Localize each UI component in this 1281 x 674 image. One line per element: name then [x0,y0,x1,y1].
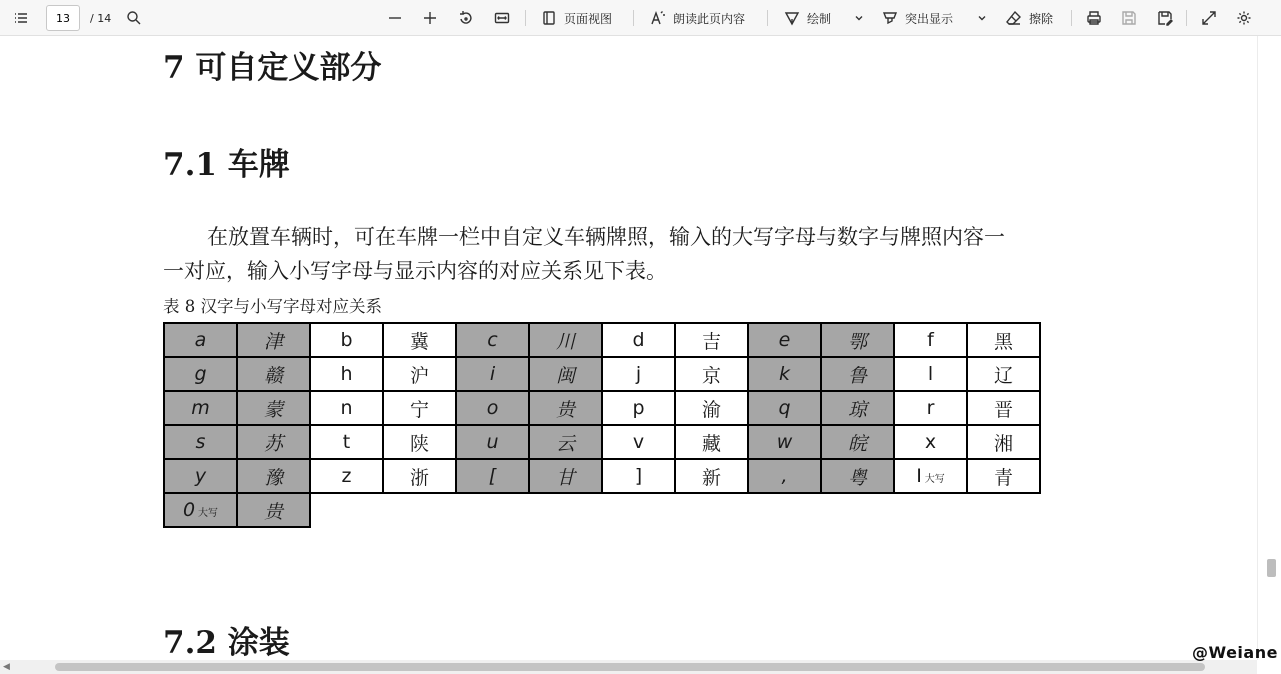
empty-cell [675,493,748,527]
read-aloud-icon [649,9,667,27]
table-cell: 云 [529,425,602,459]
table-of-contents-button[interactable] [12,0,30,36]
table-cell: n [310,391,383,425]
table-cell: , [748,459,821,493]
empty-cell [967,493,1040,527]
paragraph-line: 在放置车辆时，可在车牌一栏中自定义车辆牌照，输入的大写字母与数字与牌照内容一 [207,225,1005,249]
highlight-options-dropdown[interactable] [973,0,991,36]
letter-mapping-table [163,322,1041,528]
table-cell: y [164,459,237,493]
read-aloud-label: 朗读此页内容 [673,11,746,26]
vertical-scroll-thumb[interactable] [1267,559,1276,577]
table-cell: u [456,425,529,459]
table-cell: 贵 [237,493,310,527]
rotate-button[interactable] [457,0,475,36]
print-button[interactable] [1085,0,1103,36]
table-caption: 表 8 汉字与小写字母对应关系 [163,297,382,316]
table-cell: x [894,425,967,459]
table-cell: g [164,357,237,391]
table-cell: r [894,391,967,425]
table-cell: q [748,391,821,425]
table-cell: h [310,357,383,391]
table-row [164,493,1040,527]
find-button[interactable] [125,0,143,36]
toolbar-divider [1071,10,1072,26]
chevron-down-icon [850,9,868,27]
plus-icon [421,9,439,27]
table-cell: j [602,357,675,391]
highlight-label: 突出显示 [905,11,954,26]
eraser-icon [1005,9,1023,27]
table-row [164,357,1040,391]
cell-letter: I [916,465,922,487]
save-as-button[interactable] [1156,0,1174,36]
empty-cell [748,493,821,527]
table-cell: a [164,323,237,357]
table-cell: 湘 [967,425,1040,459]
table-cell: 粤 [821,459,894,493]
minus-icon [386,9,404,27]
table-cell: l [894,357,967,391]
table-cell: m [164,391,237,425]
draw-button[interactable] [783,0,831,36]
horizontal-scroll-thumb[interactable] [55,663,1205,671]
table-cell: 鄂 [821,323,894,357]
table-cell [894,459,967,493]
empty-cell [821,493,894,527]
table-cell: 沪 [383,357,456,391]
printer-icon [1085,9,1103,27]
page-view-button[interactable] [540,0,612,36]
pdf-page [0,36,1257,660]
subsection-heading-paint: 7.2 涂装 [163,625,290,660]
table-cell: 藏 [675,425,748,459]
empty-cell [602,493,675,527]
list-icon [12,9,30,27]
table-cell: k [748,357,821,391]
table-cell: p [602,391,675,425]
table-cell: 宁 [383,391,456,425]
table-cell: t [310,425,383,459]
rotate-icon [457,9,475,27]
table-cell: 新 [675,459,748,493]
fullscreen-button[interactable] [1200,0,1218,36]
table-cell: 琼 [821,391,894,425]
highlighter-icon [881,9,899,27]
save-as-icon [1156,9,1174,27]
draw-options-dropdown[interactable] [850,0,868,36]
table-cell: d [602,323,675,357]
table-cell: i [456,357,529,391]
section-heading: 7 可自定义部分 [163,50,382,86]
page-total [90,0,111,36]
table-cell: 冀 [383,323,456,357]
fit-width-icon [493,9,511,27]
table-row [164,425,1040,459]
body-paragraph [163,220,1068,288]
chevron-down-icon [973,9,991,27]
table-cell: 青 [967,459,1040,493]
table-cell: 鲁 [821,357,894,391]
table-row [164,391,1040,425]
zoom-out-button[interactable] [386,0,404,36]
table-cell [164,493,237,527]
table-cell: o [456,391,529,425]
table-cell: w [748,425,821,459]
toolbar-divider [633,10,634,26]
table-cell: 黑 [967,323,1040,357]
table-cell: [ [456,459,529,493]
table-cell: 闽 [529,357,602,391]
table-cell: 川 [529,323,602,357]
table-cell: 陕 [383,425,456,459]
gear-icon [1235,9,1253,27]
vertical-scrollbar[interactable] [1257,36,1281,660]
empty-cell [894,493,967,527]
table-cell: 豫 [237,459,310,493]
empty-cell [310,493,383,527]
table-row [164,459,1040,493]
cell-subscript: 大写 [924,474,945,485]
table-cell: 皖 [821,425,894,459]
page-view-label: 页面视图 [564,11,613,26]
highlight-button[interactable] [881,0,953,36]
subsection-heading-plate: 7.1 车牌 [163,147,290,183]
paragraph-line: 一对应，输入小写字母与显示内容的对应关系见下表。 [163,259,667,283]
page-number-input[interactable] [46,5,80,31]
table-cell: 吉 [675,323,748,357]
table-cell: 甘 [529,459,602,493]
table-cell: s [164,425,237,459]
table-cell: c [456,323,529,357]
page-total-label: / 14 [90,11,112,25]
save-button[interactable] [1120,0,1138,36]
table-cell: 贵 [529,391,602,425]
draw-pen-icon [783,9,801,27]
scroll-left-arrow-icon[interactable]: ◀ [3,662,10,672]
table-cell: f [894,323,967,357]
table-cell: 苏 [237,425,310,459]
table-cell: 京 [675,357,748,391]
table-cell: 津 [237,323,310,357]
table-cell: 蒙 [237,391,310,425]
empty-cell [529,493,602,527]
search-icon [125,9,143,27]
cell-subscript: 大写 [198,508,219,519]
horizontal-scrollbar[interactable] [0,660,1257,674]
draw-label: 绘制 [807,11,832,26]
zoom-in-button[interactable] [421,0,439,36]
cell-letter: 0 [182,499,196,521]
table-cell: 浙 [383,459,456,493]
table-cell: 赣 [237,357,310,391]
page-view-icon [540,9,558,27]
table-cell: 渝 [675,391,748,425]
save-disk-icon [1120,9,1138,27]
empty-cell [456,493,529,527]
toolbar-divider [767,10,768,26]
watermark: @Weiane [1192,643,1278,662]
expand-icon [1200,9,1218,27]
table-cell: z [310,459,383,493]
table-cell: 辽 [967,357,1040,391]
empty-cell [383,493,456,527]
erase-button[interactable] [1005,0,1053,36]
table-cell: v [602,425,675,459]
erase-label: 擦除 [1029,11,1054,26]
table-row [164,323,1040,357]
fit-width-button[interactable] [493,0,511,36]
toolbar-divider [1186,10,1187,26]
table-cell: b [310,323,383,357]
pdf-toolbar [0,0,1281,36]
table-cell: e [748,323,821,357]
settings-button[interactable] [1235,0,1253,36]
table-cell: 晋 [967,391,1040,425]
read-aloud-button[interactable] [649,0,745,36]
toolbar-divider [525,10,526,26]
table-cell: ] [602,459,675,493]
